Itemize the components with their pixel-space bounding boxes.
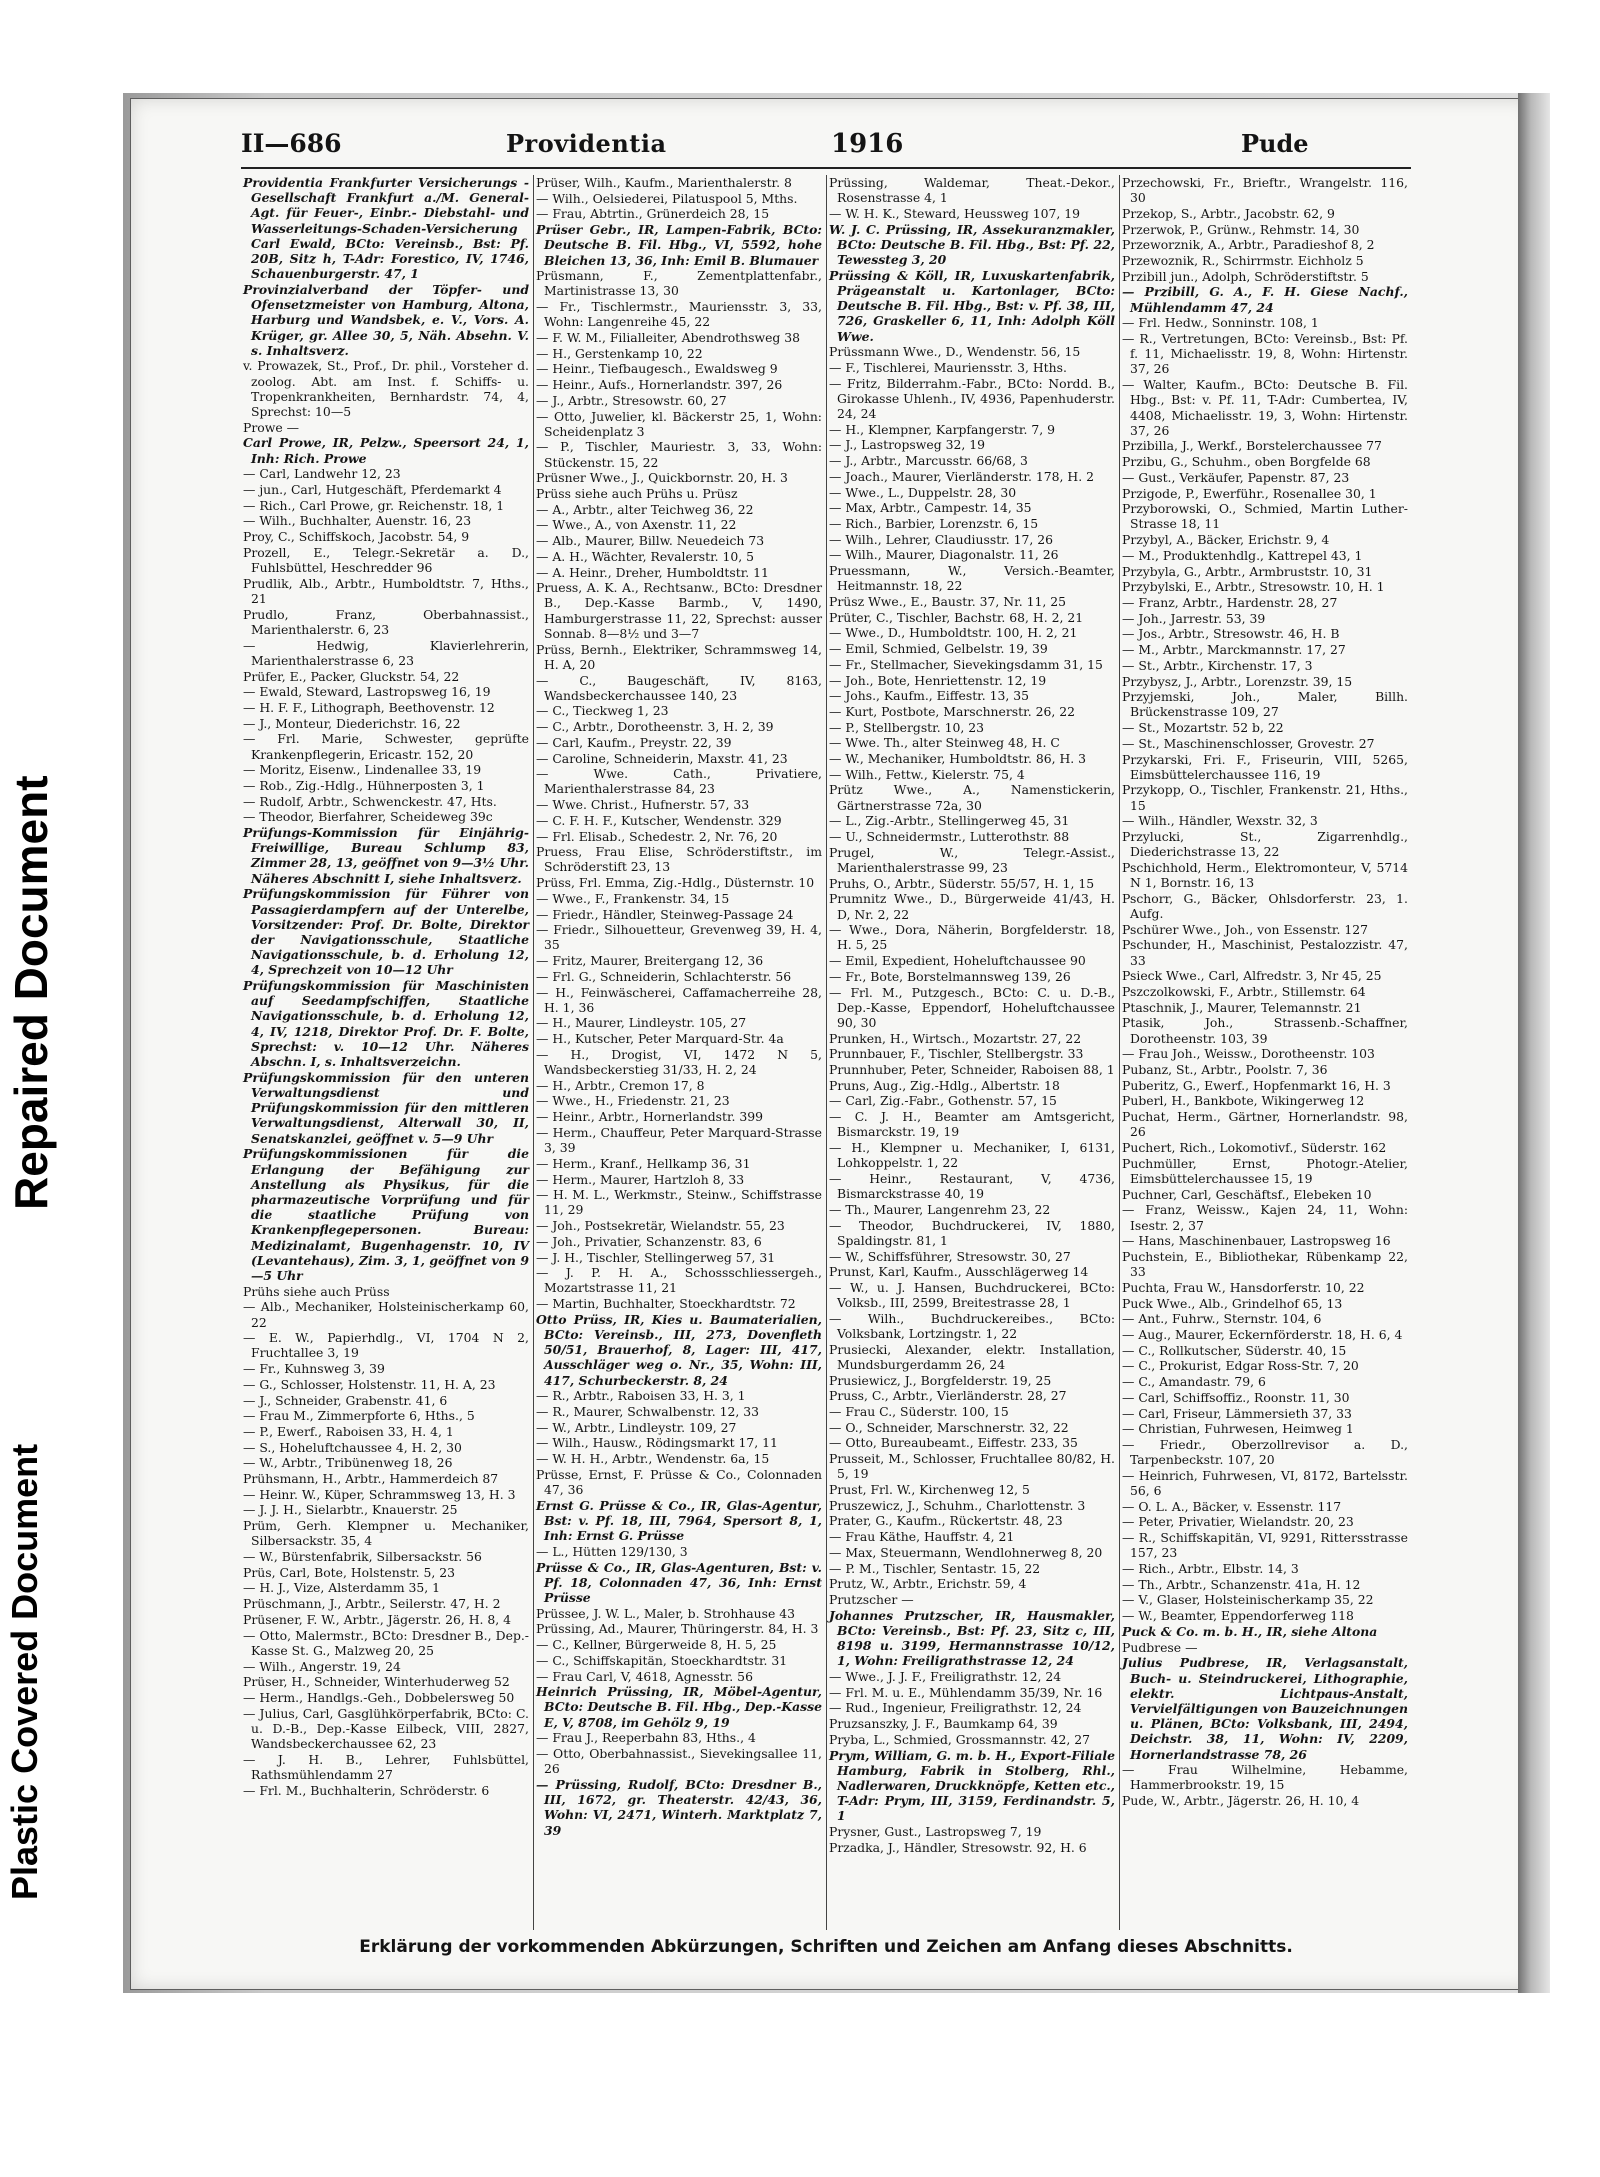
directory-entry: Psieck Wwe., Carl, Alfredstr. 3, Nr 45, 25: [1122, 968, 1382, 984]
directory-entry: Prüschmann, J., Arbtr., Seilerstr. 47, H. 2: [243, 1596, 501, 1612]
directory-entry: — Frau Carl, V, 4618, Agnesstr. 56: [536, 1668, 753, 1684]
directory-entry: — Wilh., Fettw., Kielerstr. 75, 4: [829, 766, 1025, 782]
directory-entry: Prüfungskommission für Führer von Passagierdampfern auf der Unterelbe, Vorsitzender: Prof. Dr. Bolte, Direktor der Navigationsschule, Staatliche Navigationsschule, b. d. Erholung 12, 4, Sprechzeit von 10—12 Uhr: [243, 886, 529, 978]
directory-entry: — Heinr., Aufs., Hornerlandstr. 397, 26: [536, 377, 783, 393]
directory-entry: — Wilh., Lehrer, Claudiusstr. 17, 26: [829, 531, 1054, 547]
directory-entry: Przibilla, J., Werkf., Borstelerchaussee 77: [1122, 438, 1382, 454]
directory-entry: — Wwe., A., von Axenstr. 11, 22: [536, 517, 737, 533]
directory-entry: — E. W., Papierhdlg., VI, 1704 N 2, Fruchtallee 3, 19: [243, 1330, 529, 1361]
plastic-covered-document-label: Plastic Covered Document: [4, 1443, 45, 1900]
directory-entry: Prunnbauer, F., Tischler, Stellbergstr. 33: [829, 1046, 1084, 1062]
directory-entry: — Ant., Fuhrw., Sternstr. 104, 6: [1122, 1311, 1322, 1327]
directory-entry: — Fr., Kuhnsweg 3, 39: [243, 1361, 385, 1377]
directory-entry: — Wilh., Buchdruckereibes., BCto: Volksbank, Lortzingstr. 1, 22: [829, 1310, 1115, 1342]
directory-entry: — S., Hoheluftchaussee 4, H. 2, 30: [243, 1439, 462, 1455]
directory-entry: Provinzialverband der Töpfer- und Ofensetzmeister von Hamburg, Altona, Harburg und Wandsbek, e. V., Vors. A. Krüger, gr. Allee 30, 5, Näh. Absehn. V. s. Inhaltsverz.: [243, 281, 529, 358]
directory-entry: — H., Gerstenkamp 10, 22: [536, 345, 703, 361]
directory-entry: — R., Maurer, Schwalbenstr. 12, 33: [536, 1404, 760, 1420]
directory-entry: Przigode, P., Ewerführ., Rosenallee 30, 1: [1122, 485, 1377, 501]
directory-entry: Pude, W., Arbtr., Jägerstr. 26, H. 10, 4: [1122, 1793, 1360, 1809]
directory-entry: Proy, C., Schiffskoch, Jacobstr. 54, 9: [243, 529, 470, 545]
directory-entry: — P. M., Tischler, Sentastr. 15, 22: [829, 1560, 1041, 1576]
directory-entry: — Alb., Maurer, Billw. Neuedeich 73: [536, 533, 765, 549]
directory-entry: Johannes Prutzscher, IR, Hausmakler, BCto: Vereinsb., Bst: Pf. 23, Sitz c, III, 8198 u. 3199, Hermannstrasse 10/12, 1, Wohn: Freiligrathstrasse 12, 24: [829, 1607, 1115, 1669]
directory-entry: Carl Prowe, IR, Pelzw., Speersort 24, 1, Inh: Rich. Prowe: [243, 435, 529, 466]
directory-entry: Pruess, A. K. A., Rechtsanw., BCto: Dresdner B., Dep.-Kasse Barmb., V, 1490, Hamburgerstrasse 11, 22, Sprechst: ausser Sonnab. 8—8½ und 3—7: [536, 580, 822, 641]
directory-entry: Prühsmann, H., Arbtr., Hammerdeich 87: [243, 1471, 499, 1487]
directory-entry: — H. F. F., Lithograph, Beethovenstr. 12: [243, 699, 495, 715]
directory-entry: — Prüssing, Rudolf, BCto: Dresdner B., III, 1672, gr. Theaterstr. 42/43, 36, Wohn: VI, 2471, Winterh. Marktplatz 7, 39: [536, 1776, 822, 1838]
directory-entry: — Otto, Oberbahnassist., Sievekingsallee 11, 26: [536, 1746, 822, 1777]
directory-entry: Przerwok, P., Grünw., Rehmstr. 14, 30: [1122, 221, 1360, 237]
directory-entry: — Joh., Bote, Henriettenstr. 12, 19: [829, 672, 1047, 688]
directory-entry: Puchert, Rich., Lokomotivf., Süderstr. 162: [1122, 1140, 1387, 1156]
directory-entry: — Emil, Expedient, Hoheluftchaussee 90: [829, 953, 1086, 969]
directory-entry: Prüss siehe auch Prühs u. Prüsz: [536, 486, 738, 502]
directory-year: 1916: [831, 129, 904, 159]
directory-entry: Pruessmann, W., Versich.-Beamter, Heitmannstr. 18, 22: [829, 563, 1115, 594]
directory-entry: — J., Monteur, Diederichstr. 16, 22: [243, 715, 461, 731]
directory-entry: — Otto, Bureaubeamt., Eiffestr. 233, 35: [829, 1435, 1078, 1451]
directory-entry: Przylucki, St., Zigarrenhdlg., Diederichstrasse 13, 22: [1122, 829, 1408, 860]
directory-entry: Przykarski, Fri. F., Friseurin, VIII, 5265, Eimsbüttelerchaussee 116, 19: [1122, 751, 1408, 782]
directory-entry: — Frau Wilhelmine, Hebamme, Hammerbrookstr. 19, 15: [1122, 1762, 1408, 1793]
directory-entry: — H., Drogist, VI, 1472 N 5, Wandsbeckerstieg 31/33, H. 2, 24: [536, 1046, 822, 1078]
directory-entry: — Th., Maurer, Langenrehm 23, 22: [829, 1201, 1051, 1217]
directory-entry: Pruess, Frau Elise, Schröderstiftstr., im Schröderstift 23, 13: [536, 844, 822, 875]
directory-entry: — O., Schneider, Marschnerstr. 32, 22: [829, 1419, 1069, 1435]
directory-entry: — Herm., Maurer, Hartzloh 8, 33: [536, 1171, 745, 1187]
directory-entry: — Fr., Stellmacher, Sievekingsdamm 31, 15: [829, 656, 1103, 672]
directory-entry: — J., Arbtr., Stresowstr. 60, 27: [536, 392, 727, 408]
directory-entry: Prysner, Gust., Lastropsweg 7, 19: [829, 1824, 1042, 1840]
directory-entry: — St., Maschinenschlosser, Grovestr. 27: [1122, 735, 1375, 751]
directory-entry: Prusiecki, Alexander, elektr. Installation, Mundsburgerdamm 26, 24: [829, 1341, 1115, 1372]
directory-entry: Prusiewicz, J., Borgfelderstr. 19, 25: [829, 1372, 1052, 1388]
directory-entry: — Wwe. Christ., Hufnerstr. 57, 33: [536, 797, 750, 813]
directory-entry: Ptaschnik, J., Maurer, Telemannstr. 21: [1122, 999, 1362, 1015]
directory-entry: Prüfungskommission für Maschinisten auf Seedampfschiffen, Staatliche Navigationsschule, b. d. Erholung 12, 4, IV, 1218, Direktor Prof. Dr. F. Bolte, Sprechst: v. 10—12 Uhr. Näheres Abschn. I, s. Inhaltsverzeichn.: [243, 978, 529, 1070]
directory-entry: Prüsse, Ernst, F. Prüsse & Co., Colonnaden 47, 36: [536, 1466, 822, 1498]
directory-entry: — Th., Arbtr., Schanzenstr. 41a, H. 12: [1122, 1576, 1361, 1592]
directory-entry: — Rich., Barbier, Lorenzstr. 6, 15: [829, 515, 1039, 531]
directory-entry: — H. M. L., Werkmstr., Steinw., Schiffstrasse 11, 29: [536, 1187, 822, 1218]
directory-entry: — U., Schneidermstr., Lutterothstr. 88: [829, 829, 1070, 845]
directory-entry: — Franz, Arbtr., Hardenstr. 28, 27: [1122, 594, 1338, 610]
directory-entry: — H., Klempner, Karpfangerstr. 7, 9: [829, 421, 1055, 437]
directory-entry: Prüssee, J. W. L., Maler, b. Strohhause 43: [536, 1605, 796, 1621]
directory-entry: Ptasik, Joh., Strassenb.-Schaffner, Dorotheenstr. 103, 39: [1122, 1015, 1408, 1046]
directory-entry: — Heinr., Tiefbaugesch., Ewaldsweg 9: [536, 361, 778, 377]
directory-entry: — St., Mozartstr. 52 b, 22: [1122, 720, 1284, 736]
directory-entry: Przybylski, E., Arbtr., Stresowstr. 10, H. 1: [1122, 579, 1385, 595]
directory-entry: Puberitz, G., Ewerf., Hopfenmarkt 16, H. 3: [1122, 1077, 1391, 1093]
directory-entry: Prutzscher —: [829, 1591, 914, 1607]
column-divider: [826, 175, 827, 1930]
directory-entry: Prüss, Bernh., Elektriker, Schrammsweg 14, H. A, 20: [536, 641, 822, 672]
directory-entry: — Rich., Carl Prowe, gr. Reichenstr. 18, 1: [243, 497, 505, 513]
directory-entry: Puchner, Carl, Geschäftsf., Elebeken 10: [1122, 1186, 1372, 1202]
directory-entry: Prutz, W., Arbtr., Erichstr. 59, 4: [829, 1576, 1027, 1592]
directory-entry: — Johs., Kaufm., Eiffestr. 13, 35: [829, 688, 1030, 704]
directory-entry: — Wwe., L., Duppelstr. 28, 30: [829, 484, 1017, 500]
directory-page: [130, 98, 1532, 1990]
directory-entry: v. Prowazek, St., Prof., Dr. phil., Vorsteher d. zoolog. Abt. am Inst. f. Schiffs- u. Tropenkrankheiten, Bernhardstr. 74, 4, Sprechst: 10—5: [243, 358, 529, 420]
directory-entry: Przeworznik, A., Arbtr., Paradieshof 8, 2: [1122, 237, 1375, 253]
directory-entry: — J. H., Tischler, Stellingerweg 57, 31: [536, 1249, 776, 1265]
directory-entry: Przibu, G., Schuhm., oben Borgfelde 68: [1122, 454, 1371, 470]
directory-entry: Prüss, Frl. Emma, Zig.-Hdlg., Düsternstr. 10: [536, 875, 815, 891]
directory-entry: — Carl, Landwehr 12, 23: [243, 466, 401, 482]
directory-entry: — C., Schiffskapitän, Stoeckhardtstr. 31: [536, 1652, 788, 1668]
directory-entry: W. J. C. Prüssing, IR, Assekuranzmakler, BCto: Deutsche B. Fil. Hbg., Bst: Pf. 22, Tewessteg 3, 20: [829, 221, 1115, 268]
directory-entry: — Fritz, Bilderrahm.-Fabr., BCto: Nordd. B., Girokasse Uhlenh., IV, 4936, Papenhuderstr. 24, 24: [829, 375, 1115, 422]
directory-entry: — R., Vertretungen, BCto: Vereinsb., Bst: Pf. f. 11, Michaelisstr. 19, 8, Wohn: Hirtenstr. 37, 26: [1122, 331, 1408, 377]
directory-entry: — Joach., Maurer, Vierländerstr. 178, H. 2: [829, 468, 1094, 484]
directory-entry: — Frl. Elisab., Schedestr. 2, Nr. 76, 20: [536, 828, 778, 844]
directory-entry: Heinrich Prüssing, IR, Möbel-Agentur, BCto: Deutsche B. Fil. Hbg., Dep.-Kasse E, V, 8708, im Gehölz 9, 19: [536, 1684, 822, 1730]
directory-entry: Pruszewicz, J., Schuhm., Charlottenstr. 3: [829, 1497, 1086, 1513]
book-spine-edge: [1518, 93, 1550, 1993]
directory-entry: Prudlik, Alb., Arbtr., Humboldtstr. 7, Hths., 21: [243, 575, 529, 606]
directory-entry: — W., u. J. Hansen, Buchdruckerei, BCto: Volksb., III, 2599, Breitestrasse 28, 1: [829, 1279, 1115, 1311]
column-divider: [533, 175, 534, 1930]
directory-entry: — Aug., Maurer, Eckernförderstr. 18, H. 6, 4: [1122, 1327, 1403, 1343]
directory-entry: — Max, Arbtr., Campestr. 14, 35: [829, 500, 1032, 516]
directory-entry: Prüssing, Ad., Maurer, Thüringerstr. 84, H. 3: [536, 1621, 819, 1637]
directory-entry: — Wilh., Hausw., Rödingsmarkt 17, 11: [536, 1435, 778, 1451]
directory-entry: — J. J. H., Sielarbtr., Knauerstr. 25: [243, 1502, 458, 1518]
directory-entry: — Fr., Bote, Borstelmannsweg 139, 26: [829, 968, 1071, 984]
directory-entry: Puberl, H., Bankbote, Wikingerweg 12: [1122, 1093, 1365, 1109]
directory-entry: — Christian, Fuhrwesen, Heimweg 1: [1122, 1421, 1354, 1437]
directory-entry: Przykopp, O., Tischler, Frankenstr. 21, Hths., 15: [1122, 782, 1408, 813]
directory-entry: — H., Feinwäscherei, Caffamacherreihe 28, H. 1, 36: [536, 984, 822, 1015]
directory-entry: — C., Amandastr. 79, 6: [1122, 1374, 1266, 1390]
directory-entry: Prusseit, M., Schlosser, Fruchtallee 80/82, H. 5, 19: [829, 1451, 1115, 1482]
directory-entry: Prüsse & Co., IR, Glas-Agenturen, Bst: v. Pf. 18, Colonnaden 47, 36, Inh: Ernst Prüsse: [536, 1559, 822, 1605]
directory-entry: Przyborowski, O., Schmied, Martin Luther-Strasse 18, 11: [1122, 501, 1408, 532]
directory-entry: — F. W. M., Filialleiter, Abendrothsweg 38: [536, 330, 801, 346]
repaired-document-label: Repaired Document: [5, 775, 57, 1210]
directory-entry: — Frau, Abtrtin., Grünerdeich 28, 15: [536, 206, 770, 222]
directory-entry: Prüsz Wwe., E., Baustr. 37, Nr. 11, 25: [829, 593, 1066, 609]
directory-entry: Prunst, Karl, Kaufm., Ausschlägerweg 14: [829, 1264, 1089, 1280]
directory-entry: — C. F. H. F., Kutscher, Wendenstr. 329: [536, 812, 782, 828]
directory-entry: Pschichhold, Herm., Elektromonteur, V, 5714 N 1, Bornstr. 16, 13: [1122, 859, 1408, 891]
directory-entry: — O. L. A., Bäcker, v. Essenstr. 117: [1122, 1498, 1342, 1514]
abbreviations-note: Erklärung der vorkommenden Abkürzungen, Schriften und Zeichen am Anfang dieses Abschnitts.: [359, 1937, 1293, 1957]
directory-entry: — Wwe. Th., alter Steinweg 48, H. C: [829, 735, 1060, 751]
directory-entry: — Otto, Malermstr., BCto: Dresdner B., Dep.-Kasse St. G., Malzweg 20, 25: [243, 1627, 529, 1658]
directory-entry: — Hedwig, Klavierlehrerin, Marienthalerstrasse 6, 23: [243, 637, 529, 668]
directory-entry: Prudlo, Franz, Oberbahnassist., Marienthalerstr. 6, 23: [243, 606, 529, 637]
directory-entry: Prüser, H., Schneider, Winterhuderweg 52: [243, 1674, 510, 1690]
directory-entry: — Heinr. W., Küper, Schrammsweg 13, H. 3: [243, 1486, 516, 1502]
directory-entry: — M., Produktenhdlg., Kattrepel 43, 1: [1122, 547, 1363, 563]
directory-entry: Prüssing, Waldemar, Theat.-Dekor., Rosenstrasse 4, 1: [829, 175, 1115, 206]
directory-entry: — Hans, Maschinenbauer, Lastropsweg 16: [1122, 1233, 1391, 1249]
directory-entry: Pruns, Aug., Zig.-Hdlg., Albertstr. 18: [829, 1077, 1060, 1093]
directory-entry: — H., Klempner u. Mechaniker, I, 6131, Lohkoppelstr. 1, 22: [829, 1140, 1115, 1171]
directory-entry: — Rob., Zig.-Hdlg., Hühnerposten 3, 1: [243, 777, 485, 793]
directory-entry: — W. H. K., Steward, Heussweg 107, 19: [829, 205, 1080, 221]
directory-entry: — W. H. H., Arbtr., Wendenstr. 6a, 15: [536, 1451, 770, 1467]
directory-entry: — J., Schneider, Grabenstr. 41, 6: [243, 1392, 448, 1408]
directory-entry: Przadka, J., Händler, Stresowstr. 92, H. 6: [829, 1839, 1087, 1855]
directory-entry: — Carl, Kaufm., Preystr. 22, 39: [536, 734, 732, 750]
directory-entry: — jun., Carl, Hutgeschäft, Pferdemarkt 4: [243, 482, 502, 498]
directory-entry: — Carl, Friseur, Lämmersieth 37, 33: [1122, 1405, 1352, 1421]
directory-entry: — C., Kellner, Bürgerweide 8, H. 5, 25: [536, 1637, 777, 1653]
directory-entry: — Frl. Hedw., Sonninstr. 108, 1: [1122, 315, 1319, 331]
directory-entry: — Heinrich, Fuhrwesen, VI, 8172, Bartelsstr. 56, 6: [1122, 1467, 1408, 1499]
directory-entry: — Frl. M. u. E., Mühlendamm 35/39, Nr. 16: [829, 1684, 1103, 1700]
directory-entry: Pschorr, G., Bäcker, Ohlsdorferstr. 23, 1. Aufg.: [1122, 890, 1408, 922]
directory-entry: — A. H., Wächter, Revalerstr. 10, 5: [536, 548, 755, 564]
directory-entry: Prühs siehe auch Prüss: [243, 1283, 390, 1299]
directory-entry: Prüter, C., Tischler, Bachstr. 68, H. 2, 21: [829, 609, 1084, 625]
directory-entry: — Wilh., Maurer, Diagonalstr. 11, 26: [829, 547, 1059, 563]
directory-entry: — R., Schiffskapitän, VI, 9291, Rittersstrasse 157, 23: [1122, 1530, 1408, 1561]
directory-entry: — M., Arbtr., Marckmannstr. 17, 27: [1122, 642, 1346, 658]
directory-entry: — J., Arbtr., Marcusstr. 66/68, 3: [829, 453, 1028, 469]
directory-entry: Przybyl, A., Bäcker, Erichstr. 9, 4: [1122, 532, 1330, 548]
directory-entry: — Friedr., Silhouetteur, Grevenweg 39, H. 4, 35: [536, 922, 822, 953]
directory-entry: — Franz, Weissw., Kajen 24, 11, Wohn: Isestr. 2, 37: [1122, 1202, 1408, 1233]
directory-entry: — Walter, Kaufm., BCto: Deutsche B. Fil. Hbg., Bst: v. Pf. 11, T-Adr: Cumbertea, IV, 4408, Michaelisstr. 19, 3, Wohn: Hirtenstr. 37, 26: [1122, 377, 1408, 438]
directory-entry: — Fritz, Maurer, Breitergang 12, 36: [536, 953, 764, 969]
directory-entry: — C., Prokurist, Edgar Ross-Str. 7, 20: [1122, 1358, 1359, 1374]
directory-entry: Pschunder, H., Maschinist, Pestalozzistr. 47, 33: [1122, 937, 1408, 968]
directory-entry: — Frau Käthe, Hauffstr. 4, 21: [829, 1529, 1015, 1545]
directory-entry: — J., Lastropsweg 32, 19: [829, 437, 985, 453]
directory-entry: Ernst G. Prüsse & Co., IR, Glas-Agentur, Bst: v. Pf. 18, III, 7964, Spersort 8, 1, Inh: Ernst G. Prüsse: [536, 1497, 822, 1544]
directory-entry: Prüssmann Wwe., D., Wendenstr. 56, 15: [829, 344, 1081, 360]
column-2: [534, 175, 826, 1930]
directory-entry: Prater, G., Kaufm., Rückertstr. 48, 23: [829, 1513, 1063, 1529]
directory-entry: Przybysz, J., Arbtr., Lorenzstr. 39, 15: [1122, 673, 1353, 689]
directory-entry: Julius Pudbrese, IR, Verlagsanstalt, Buch- u. Steindruckerei, Lithographie, elektr. Lichtpaus-Anstalt, Vervielfältigungen von Bauzeichnungen u. Plänen, BCto: Volksbank, III, 2494, Deichstr. 38, 11, Wohn: IV, 2209, Hornerlandstrasse 78, 26: [1122, 1655, 1408, 1762]
directory-entry: Prüsmann, F., Zementplattenfabr., Martinistrasse 13, 30: [536, 268, 822, 299]
directory-entry: — Herm., Kranf., Hellkamp 36, 31: [536, 1155, 751, 1171]
directory-entry: Puchat, Herm., Gärtner, Hornerlandstr. 98, 26: [1122, 1109, 1408, 1140]
directory-entry: — Frl. Marie, Schwester, geprüfte Krankenpflegerin, Ericastr. 152, 20: [243, 731, 529, 762]
directory-entry: — L., Zig.-Arbtr., Stellingerweg 45, 31: [829, 813, 1070, 829]
directory-entry: — Wwe., J. J. F., Freiligrathstr. 12, 24: [829, 1669, 1062, 1684]
directory-entry: — Emil, Schmied, Gelbelstr. 19, 39: [829, 641, 1048, 657]
directory-entry: Prüsner Wwe., J., Quickbornstr. 20, H. 3: [536, 470, 788, 486]
page-header: [241, 129, 1401, 169]
directory-entry: Prozell, E., Telegr.-Sekretär a. D., Fuhlsbüttel, Heschredder 96: [243, 544, 529, 576]
directory-entry: Pszczolkowski, F., Arbtr., Stillemstr. 64: [1122, 984, 1366, 1000]
directory-entry: — Wilh., Händler, Wexstr. 32, 3: [1122, 813, 1318, 829]
directory-entry: — H., Arbtr., Cremon 17, 8: [536, 1077, 705, 1093]
directory-entry: — St., Arbtr., Kirchenstr. 17, 3: [1122, 657, 1313, 673]
directory-entry: — W., Arbtr., Lindleystr. 109, 27: [536, 1419, 737, 1435]
directory-entry: — Przibill, G. A., F. H. Giese Nachf., Mühlendamm 47, 24: [1122, 284, 1408, 315]
directory-entry: Prüsener, F. W., Arbtr., Jägerstr. 26, H. 8, 4: [243, 1611, 512, 1627]
directory-entry: — Rud., Ingenieur, Freiligrathstr. 12, 24: [829, 1700, 1082, 1716]
directory-entry: Prüfungskommissionen für die Erlangung der Befähigung zur Anstellung als Physikus, für die pharmazeutische Vorprüfung und für die staatliche Prüfung von Krankenpflegepersonen. Bureau: Medizinalamt, Bugenhagenstr. 10, IV (Levantehaus), Zim. 3, 1, geöffnet von 9—5 Uhr: [243, 1146, 529, 1283]
directory-entry: — Fr., Tischlermstr., Mauriensstr. 3, 33, Wohn: Langenreihe 45, 22: [536, 299, 822, 330]
directory-entry: — Frau Joh., Weissw., Dorotheenstr. 103: [1122, 1046, 1375, 1062]
directory-entry: Prüfungskommission für den unteren Verwaltungsdienst und Prüfungskommission für den mittleren Verwaltungsdienst, Alterwall 30, II, Senatskanzlei, geöffnet v. 5—9 Uhr: [243, 1069, 529, 1146]
directory-entry: Pubanz, St., Arbtr., Poolstr. 7, 36: [1122, 1062, 1328, 1078]
column-divider: [1119, 175, 1120, 1930]
directory-entry: — C., Baugeschäft, IV, 8163, Wandsbeckerchaussee 140, 23: [536, 672, 822, 703]
directory-entry: — J. P. H. A., Schossschliessergeh., Mozartstrasse 11, 21: [536, 1265, 822, 1296]
directory-entry: — Frau M., Zimmerpforte 6, Hths., 5: [243, 1408, 475, 1424]
directory-entry: Prüfungs-Kommission für Einjährig-Freiwillige, Bureau Schlump 83, Zimmer 28, 13, geöffnet von 9—3½ Uhr. Näheres Abschnitt I, siehe Inhaltsverz.: [243, 825, 529, 886]
directory-entry: — Frl. M., Putzgesch., BCto: C. u. D.-B., Dep.-Kasse, Eppendorf, Hoheluftchaussee 90, 30: [829, 984, 1115, 1030]
directory-entry: Przybyla, G., Arbtr., Armbruststr. 10, 31: [1122, 563, 1373, 579]
directory-entry: — Moritz, Eisenw., Lindenallee 33, 19: [243, 762, 482, 778]
directory-entry: Prunnhuber, Peter, Schneider, Raboisen 88, 1: [829, 1062, 1115, 1078]
directory-entry: — Herm., Chauffeur, Peter Marquard-Strasse 3, 39: [536, 1124, 822, 1156]
directory-entry: — Wilh., Oelsiederei, Pilatuspool 5, Mths.: [536, 190, 798, 206]
directory-entry: — Carl, Schiffsoffiz., Roonstr. 11, 30: [1122, 1389, 1350, 1405]
directory-entry: — J. H. B., Lehrer, Fuhlsbüttel, Rathsmühlendamm 27: [243, 1751, 529, 1782]
directory-entry: — Jos., Arbtr., Stresowstr. 46, H. B: [1122, 626, 1340, 642]
directory-entry: — Gust., Verkäufer, Papenstr. 87, 23: [1122, 469, 1350, 485]
directory-entry: Prunken, H., Wirtsch., Mozartstr. 27, 22: [829, 1030, 1082, 1046]
directory-entry: — Herm., Handlgs.-Geh., Dobbelersweg 50: [243, 1689, 515, 1705]
directory-entry: Przekop, S., Arbtr., Jacobstr. 62, 9: [1122, 205, 1335, 221]
directory-entry: — Wwe., Dora, Näherin, Borgfelderstr. 18, H. 5, 25: [829, 922, 1115, 953]
directory-entry: — Rudolf, Arbtr., Schwenckestr. 47, Hts.: [243, 793, 497, 809]
directory-entry: — Ewald, Steward, Lastropsweg 16, 19: [243, 684, 491, 700]
directory-entry: Pruzsanszky, J. F., Baumkamp 64, 39: [829, 1716, 1058, 1732]
directory-entry: — Julius, Carl, Gasglühkörperfabrik, BCto: C. u. D.-B., Dep.-Kasse Eilbeck, VIII, 2827, Wandsbeckerchaussee 62, 23: [243, 1705, 529, 1752]
directory-entry: Prüser, Wilh., Kaufm., Marienthalerstr. 8: [536, 175, 792, 190]
directory-entry: — C. J. H., Beamter am Amtsgericht, Bismarckstr. 19, 19: [829, 1109, 1115, 1140]
column-3: [827, 175, 1119, 1930]
directory-entry: — A. Heinr., Dreher, Humboldtstr. 11: [536, 564, 769, 580]
directory-entry: — H. J., Vize, Alsterdamm 35, 1: [243, 1580, 441, 1596]
directory-entry: Prust, Frl. W., Kirchenweg 12, 5: [829, 1482, 1030, 1498]
column-4: [1120, 175, 1412, 1930]
directory-entry: — P., Tischler, Mauriestr. 3, 33, Wohn: Stückenstr. 15, 22: [536, 439, 822, 470]
directory-entry: Pschürer Wwe., Joh., von Essenstr. 127: [1122, 921, 1368, 937]
directory-entry: — W., Mechaniker, Humboldtstr. 86, H. 3: [829, 751, 1087, 767]
directory-entry: — Frau J., Reeperbahn 83, Hths., 4: [536, 1730, 756, 1746]
directory-entry: — L., Hütten 129/130, 3: [536, 1543, 688, 1559]
directory-entry: — Wwe., F., Frankenstr. 34, 15: [536, 890, 730, 906]
last-entry-name: Pude: [1241, 129, 1309, 158]
directory-entry: — W., Arbtr., Tribünenweg 18, 26: [243, 1455, 453, 1471]
header-rule: [241, 167, 1411, 169]
directory-entry: Pruhs, O., Arbtr., Süderstr. 55/57, H. 1, 15: [829, 875, 1095, 891]
directory-entry: — Joh., Postsekretär, Wielandstr. 55, 23: [536, 1218, 785, 1234]
directory-entry: — C., Tieckweg 1, 23: [536, 703, 669, 719]
directory-entry: Prowe —: [243, 419, 299, 435]
column-1: [241, 175, 533, 1930]
directory-entry: — H., Maurer, Lindleystr. 105, 27: [536, 1015, 747, 1031]
directory-entry: — F., Tischlerei, Mauriensstr. 3, Hths.: [829, 359, 1067, 375]
directory-entry: — W., Beamter, Eppendorferweg 118: [1122, 1608, 1354, 1624]
directory-entry: Puck & Co. m. b. H., IR, siehe Altona: [1122, 1623, 1378, 1639]
directory-entry: Prüser Gebr., IR, Lampen-Fabrik, BCto: Deutsche B. Fil. Hbg., VI, 5592, hohe Bleichen 13, 36, Inh: Emil B. Blumauer: [536, 222, 822, 268]
directory-entry: — Frau C., Süderstr. 100, 15: [829, 1404, 1009, 1420]
directory-entry: — G., Schlosser, Holstenstr. 11, H. A, 23: [243, 1376, 496, 1392]
directory-entry: — Joh., Jarrestr. 53, 39: [1122, 610, 1266, 626]
directory-entry: Prüfer, E., Packer, Gluckstr. 54, 22: [243, 668, 460, 684]
directory-entry: Przyjemski, Joh., Maler, Billh. Brückenstrasse 109, 27: [1122, 689, 1408, 720]
directory-entry: — R., Arbtr., Raboisen 33, H. 3, 1: [536, 1388, 746, 1404]
directory-entry: — Friedr., Händler, Steinweg-Passage 24: [536, 906, 794, 922]
directory-entry: Puchta, Frau W., Hansdorferstr. 10, 22: [1122, 1279, 1365, 1295]
directory-entry: Pudbrese —: [1122, 1639, 1198, 1655]
directory-entry: Prüs, Carl, Bote, Holstenstr. 5, 23: [243, 1564, 456, 1580]
directory-entry: Pruss, C., Arbtr., Vierländerstr. 28, 27: [829, 1388, 1067, 1404]
directory-entry: Prugel, W., Telegr.-Assist., Marienthalerstrasse 99, 23: [829, 844, 1115, 875]
directory-entry: — W., Schiffsführer, Stresowstr. 30, 27: [829, 1248, 1071, 1264]
directory-entry: — C., Arbtr., Dorotheenstr. 3, H. 2, 39: [536, 719, 774, 735]
directory-entry: — Joh., Privatier, Schanzenstr. 83, 6: [536, 1233, 762, 1249]
directory-entry: — Heinr., Restaurant, V, 4736, Bismarckstrasse 40, 19: [829, 1171, 1115, 1202]
directory-entry: Otto Prüss, IR, Kies u. Baumaterialien, BCto: Vereinsb., III, 273, Dovenfleth 50/51, Brauerhof, 8, Lager: III, 417, Ausschläger weg o. Nr., 35, Wohn: III, 417, Schurbeckerstr. 8, 24: [536, 1311, 822, 1388]
directory-entry: — W., Bürstenfabrik, Silbersackstr. 56: [243, 1549, 482, 1565]
directory-entry: — Kurt, Postbote, Marschnerstr. 26, 22: [829, 703, 1075, 719]
directory-entry: — V., Glaser, Holsteinischerkamp 35, 22: [1122, 1592, 1374, 1608]
directory-entry: Przewoznik, R., Schirrmstr. Eichholz 5: [1122, 253, 1364, 269]
directory-entry: — Carl, Zig.-Fabr., Gothenstr. 57, 15: [829, 1093, 1057, 1109]
directory-entry: — A., Arbtr., alter Teichweg 36, 22: [536, 501, 754, 517]
directory-entry: — Wwe. Cath., Privatiere, Marienthalerstrasse 84, 23: [536, 766, 822, 797]
directory-entry: — Max, Steuermann, Wendlohnerweg 8, 20: [829, 1544, 1103, 1560]
directory-entry: — Otto, Juwelier, kl. Bäckerstr 25, 1, Wohn: Scheidenplatz 3: [536, 408, 822, 439]
page-number: II—686: [241, 129, 342, 158]
directory-entry: Puchmüller, Ernst, Photogr.-Atelier, Eimsbüttelerchaussee 15, 19: [1122, 1155, 1408, 1186]
directory-entry: Puchstein, E., Bibliothekar, Rübenkamp 22, 33: [1122, 1249, 1408, 1280]
directory-entry: — P., Stellbergstr. 10, 23: [829, 719, 985, 735]
directory-entry: — Frl. G., Schneiderin, Schlachterstr. 56: [536, 968, 792, 984]
directory-entry: Przibill jun., Adolph, Schröderstiftstr. 5: [1122, 268, 1369, 284]
directory-entry: — Heinr., Arbtr., Hornerlandstr. 399: [536, 1109, 764, 1125]
directory-entry: — Martin, Buchhalter, Stoeckhardtstr. 72: [536, 1296, 796, 1312]
side-label-strip: [0, 0, 70, 2177]
directory-entry: Prym, William, G. m. b. H., Export-Filiale Hamburg, Fabrik in Stolberg, Rhl., Nadlerwaren, Druckknöpfe, Ketten etc., T-Adr: Prym, III, 3159, Ferdinandstr. 5, 1: [829, 1747, 1115, 1824]
directory-entry: — Wwe., D., Humboldtstr. 100, H. 2, 21: [829, 625, 1078, 641]
directory-entry: Prumnitz Wwe., D., Bürgerweide 41/43, H. D, Nr. 2, 22: [829, 891, 1115, 922]
directory-entry: — Wilh., Angerstr. 19, 24: [243, 1658, 401, 1674]
directory-entry: — Rich., Arbtr., Elbstr. 14, 3: [1122, 1561, 1299, 1577]
directory-entry: Prütz Wwe., A., Namenstickerin, Gärtnerstrasse 72a, 30: [829, 782, 1115, 813]
directory-entry: — Friedr., Oberzollrevisor a. D., Tarpenbeckstr. 107, 20: [1122, 1436, 1408, 1468]
directory-entry: — Theodor, Buchdruckerei, IV, 1880, Spaldingstr. 81, 1: [829, 1217, 1115, 1248]
directory-entry: — C., Rollkutscher, Süderstr. 40, 15: [1122, 1342, 1347, 1358]
directory-entry: Puck Wwe., Alb., Grindelhof 65, 13: [1122, 1295, 1343, 1311]
directory-entry: — Wwe., H., Friedenstr. 21, 23: [536, 1093, 730, 1109]
directory-entry: — Caroline, Schneiderin, Maxstr. 41, 23: [536, 750, 788, 766]
directory-entry: Prüm, Gerh. Klempner u. Mechaniker, Silbersackstr. 35, 4: [243, 1518, 529, 1549]
directory-entry: Providentia Frankfurter Versicherungs - Gesellschaft Frankfurt a./M. General-Agt. für Feuer-, Einbr.- Diebstahl- und Wasserleitungs-Schaden-Versicherung Carl Ewald, BCto: Vereinsb., Bst: Pf. 20B, Sitz h, T-Adr: Forestico, IV, 1746, Schauenburgerstr. 47, 1: [243, 175, 529, 282]
directory-entry: — Wilh., Buchhalter, Auenstr. 16, 23: [243, 513, 472, 529]
directory-entry: — P., Ewerf., Raboisen 33, H. 4, 1: [243, 1423, 454, 1439]
directory-entry: Pryba, L., Schmied, Grossmannstr. 42, 27: [829, 1731, 1091, 1747]
directory-entry: — Alb., Mechaniker, Holsteinischerkamp 60, 22: [243, 1299, 529, 1330]
directory-entry: — H., Kutscher, Peter Marquard-Str. 4a: [536, 1031, 784, 1047]
directory-entry: Przechowski, Fr., Brieftr., Wrangelstr. 116, 30: [1122, 175, 1408, 206]
directory-entry: Prüssing & Köll, IR, Luxuskartenfabrik, Prägeanstalt u. Kartonlager, BCto: Deutsche B. Fil. Hbg., Bst: v. Pf. 38, III, 726, Graskeller 6, 11, Inh: Adolph Köll Wwe.: [829, 267, 1115, 344]
directory-entry: — Theodor, Bierfahrer, Scheideweg 39c: [243, 809, 493, 825]
first-entry-name: Providentia: [506, 129, 667, 158]
directory-entry: — Frl. M., Buchhalterin, Schröderstr. 6: [243, 1782, 490, 1798]
directory-entry: — Peter, Privatier, Wielandstr. 20, 23: [1122, 1514, 1354, 1530]
